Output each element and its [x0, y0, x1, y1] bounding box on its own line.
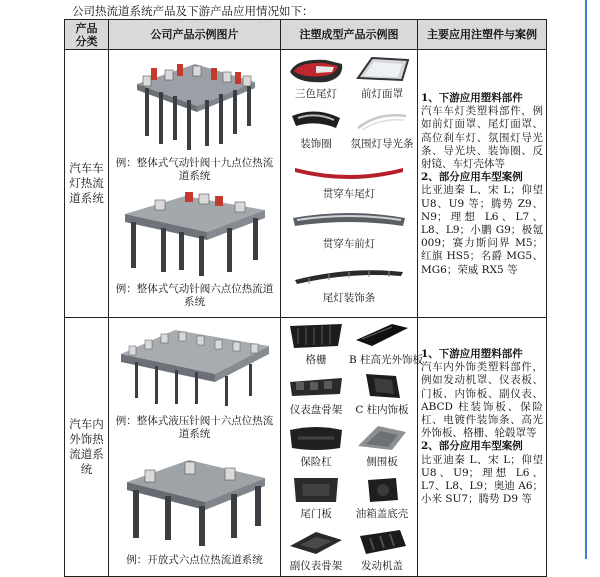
molded-images-trim	[281, 318, 424, 577]
molded-images-lamp	[281, 50, 418, 318]
hot-runner-19-point-image	[115, 54, 274, 154]
company-images-lamp	[109, 50, 281, 318]
part-side-panel: 侧围板	[349, 422, 415, 469]
apps-trim-heading-1: 1、下游应用塑料部件	[421, 348, 523, 360]
apps-trim-text-1: 汽车内外饰类塑料部件，例如发动机罩、仪表板、门板、内饰板、副仪表、ABCD 柱装饰板、保险杠、电镀件装饰条、高光外饰板、格栅、轮毂罩等	[421, 361, 543, 440]
part-tailgate-panel: 尾门板	[283, 474, 349, 521]
table-row-trim	[65, 318, 547, 577]
apps-lamp-heading-1: 1、下游应用塑料部件	[421, 92, 523, 104]
hot-runner-6-point-image	[115, 188, 274, 280]
part-instrument-panel-frame: 仪表盘骨架	[283, 370, 349, 417]
intro-text: 公司热流道系统产品及下游产品应用情况如下：	[72, 4, 314, 18]
product-table	[64, 19, 547, 577]
part-trim-ring: 装饰圈	[283, 106, 349, 151]
part-console-frame: 副仪表骨架	[283, 526, 349, 573]
part-through-headlamp: 贯穿车前灯	[281, 206, 417, 251]
part-through-tail-lamp: 贯穿车尾灯	[281, 158, 417, 201]
header-molded: 注塑成型产品示例图	[281, 20, 418, 50]
table-row-lamp	[65, 50, 547, 318]
part-bumper: 保险杠	[283, 422, 349, 469]
hot-runner-open-6-point-image	[115, 448, 274, 548]
part-c-pillar-panel: C 柱内饰板	[349, 370, 415, 417]
part-tail-lamp-tricolor: 三色尾灯	[283, 54, 349, 101]
header-category: 产品 分类	[65, 20, 109, 50]
hot-runner-16-point-image	[115, 324, 274, 412]
apps-trim	[418, 318, 547, 577]
part-headlamp-cover: 前灯面罩	[349, 54, 415, 101]
header-company: 公司产品示例图片	[109, 20, 281, 50]
apps-lamp-text-1: 汽车车灯类塑料部件，例如前灯面罩、尾灯面罩、高位刹车灯、氛围灯导光条、导光块、装饰圈、反射镜、车灯壳体等	[421, 105, 543, 171]
apps-trim-text-2: 比亚迪秦 L、宋 L；仰望 U8、U9；理想 L6、L7、L8、L9；奥迪 A6；小米 SU7；腾势 D9 等	[421, 453, 543, 506]
header-apps: 主要应用注塑件与案例	[418, 20, 547, 50]
header-row	[65, 20, 547, 50]
category-trim: 汽车内 外饰热 流道系 统	[65, 318, 109, 577]
part-ambient-light-guide: 氛围灯导光条	[349, 106, 415, 151]
apps-lamp-text-2: 比亚迪秦 L、宋 L；仰望 U8、U9 等；腾势 Z9、N9；理想 L6、L7、L8、L9；小鹏 G9；极氪 009；赛力斯问界 M5；红旗 HS5；名爵 MG5、MG6；荣威 RX5 等	[421, 184, 543, 276]
caption-16-point: 例：整体式液压针阀十六点位热流道系统	[115, 415, 274, 440]
part-engine-cover: 发动机盖	[349, 526, 415, 573]
page-margin-line	[585, 0, 587, 559]
apps-trim-heading-2: 2、部分应用车型案例	[421, 440, 523, 453]
caption-6-point: 例：整体式气动针阀六点位热流道系统	[115, 283, 274, 308]
apps-lamp	[418, 50, 547, 318]
caption-open-6-point: 例：开放式六点位热流道系统	[126, 554, 263, 566]
category-lamp: 汽车车 灯热流 道系统	[65, 50, 109, 318]
part-b-pillar-panel: B 柱高光外饰板	[349, 320, 415, 367]
company-images-trim	[109, 318, 281, 577]
part-grille: 格栅	[283, 320, 349, 367]
part-fuel-door-base: 油箱盖底壳	[349, 474, 415, 521]
caption-19-point: 例：整体式气动针阀十九点位热流道系统	[115, 157, 274, 182]
part-tail-lamp-trim-strip: 尾灯装饰条	[281, 262, 417, 305]
apps-lamp-heading-2: 2、部分应用车型案例	[421, 171, 523, 184]
